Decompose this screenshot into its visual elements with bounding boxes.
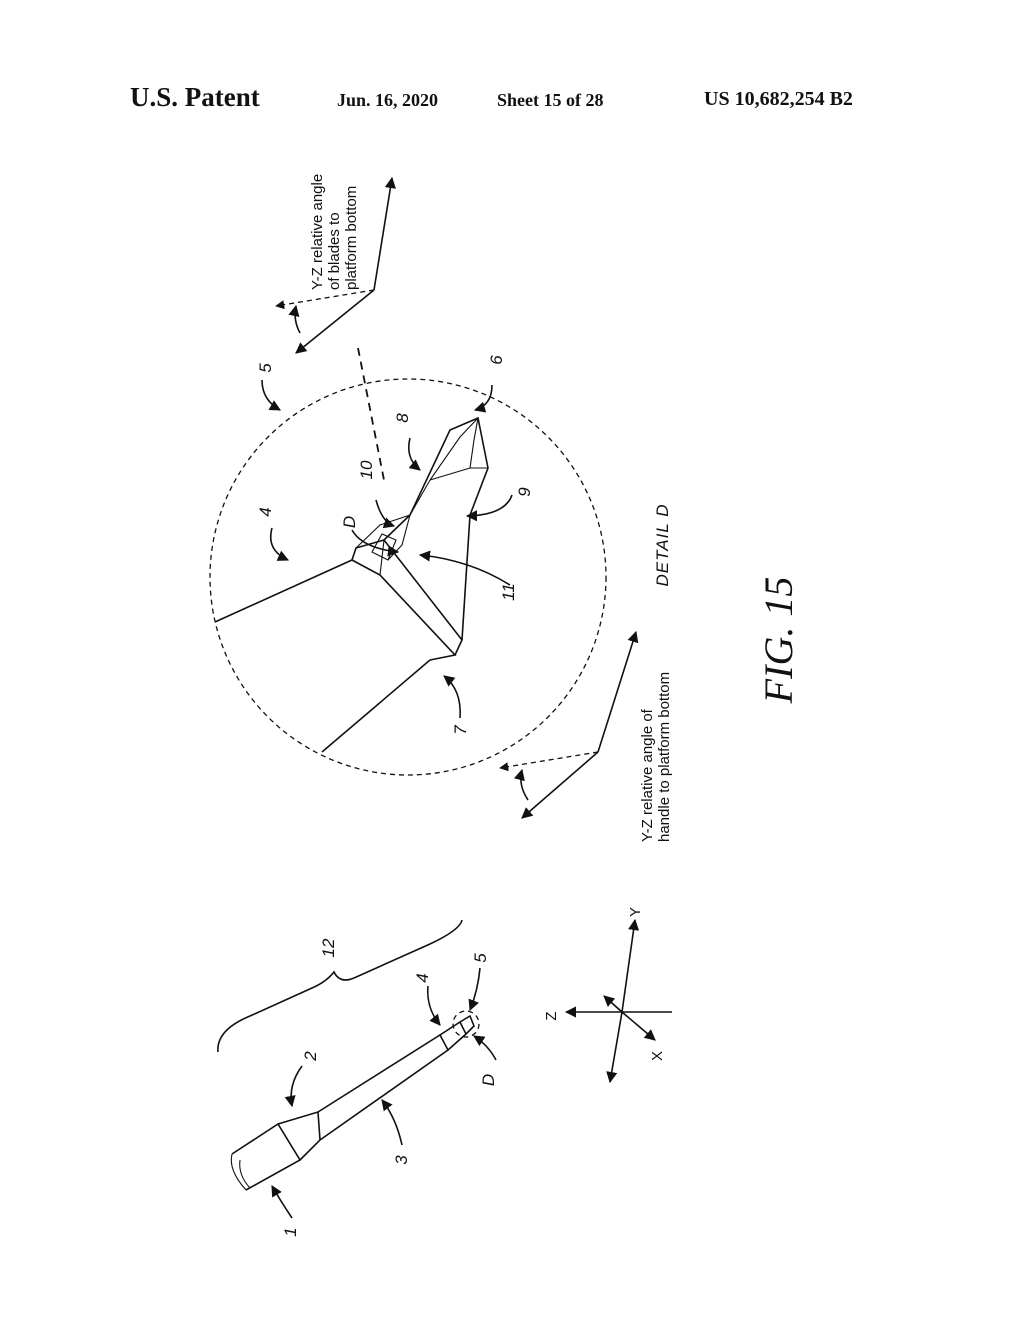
ref-2: 2 (301, 1051, 320, 1061)
blade-angle-line1: Y-Z relative angle (309, 173, 326, 290)
patent-date: Jun. 16, 2020 (337, 90, 439, 110)
full-tool (231, 1011, 479, 1190)
ref-10: 10 (357, 460, 376, 480)
center-line (358, 348, 384, 480)
ref-5-full: 5 (471, 953, 490, 963)
detail-circle (210, 379, 606, 775)
detail-ref-arrows (262, 380, 512, 718)
blade-angle-line3: platform bottom (343, 185, 360, 290)
sheet-number: Sheet 15 of 28 (497, 90, 604, 110)
ref-6: 6 (487, 355, 506, 365)
blade-angle-label (309, 174, 360, 290)
full-ref-arrows (272, 968, 496, 1218)
ref-5-detail: 5 (256, 363, 275, 373)
handle-angle-line1: Y-Z relative angle of (639, 709, 656, 842)
brace-12 (218, 920, 462, 1052)
blade-angle-line2: of blades to (326, 212, 343, 290)
axis-y-label: Y (627, 906, 644, 918)
ref-11: 11 (499, 583, 518, 601)
ref-4-full: 4 (413, 973, 432, 983)
ref-12: 12 (319, 938, 338, 958)
detail-label: DETAIL D (653, 503, 672, 587)
axis-z-label: Z (543, 1011, 560, 1021)
figure-label: FIG. 15 (756, 576, 801, 704)
ref-7: 7 (451, 725, 470, 735)
detail-tool (215, 418, 488, 752)
ref-3: 3 (392, 1155, 411, 1165)
patent-number: US 10,682,254 B2 (704, 88, 853, 110)
ref-8: 8 (393, 413, 412, 423)
ref-4-detail: 4 (256, 507, 275, 517)
ref-D-detail: D (340, 515, 359, 529)
handle-angle-indicator (500, 632, 636, 818)
handle-angle-label (639, 672, 673, 842)
patent-title: U.S. Patent (130, 82, 260, 112)
ref-D-full: D (479, 1073, 498, 1087)
ref-9: 9 (515, 487, 534, 497)
axis-x-label: X (649, 1050, 666, 1062)
ref-1: 1 (281, 1227, 300, 1237)
handle-angle-line2: handle to platform bottom (656, 671, 673, 842)
